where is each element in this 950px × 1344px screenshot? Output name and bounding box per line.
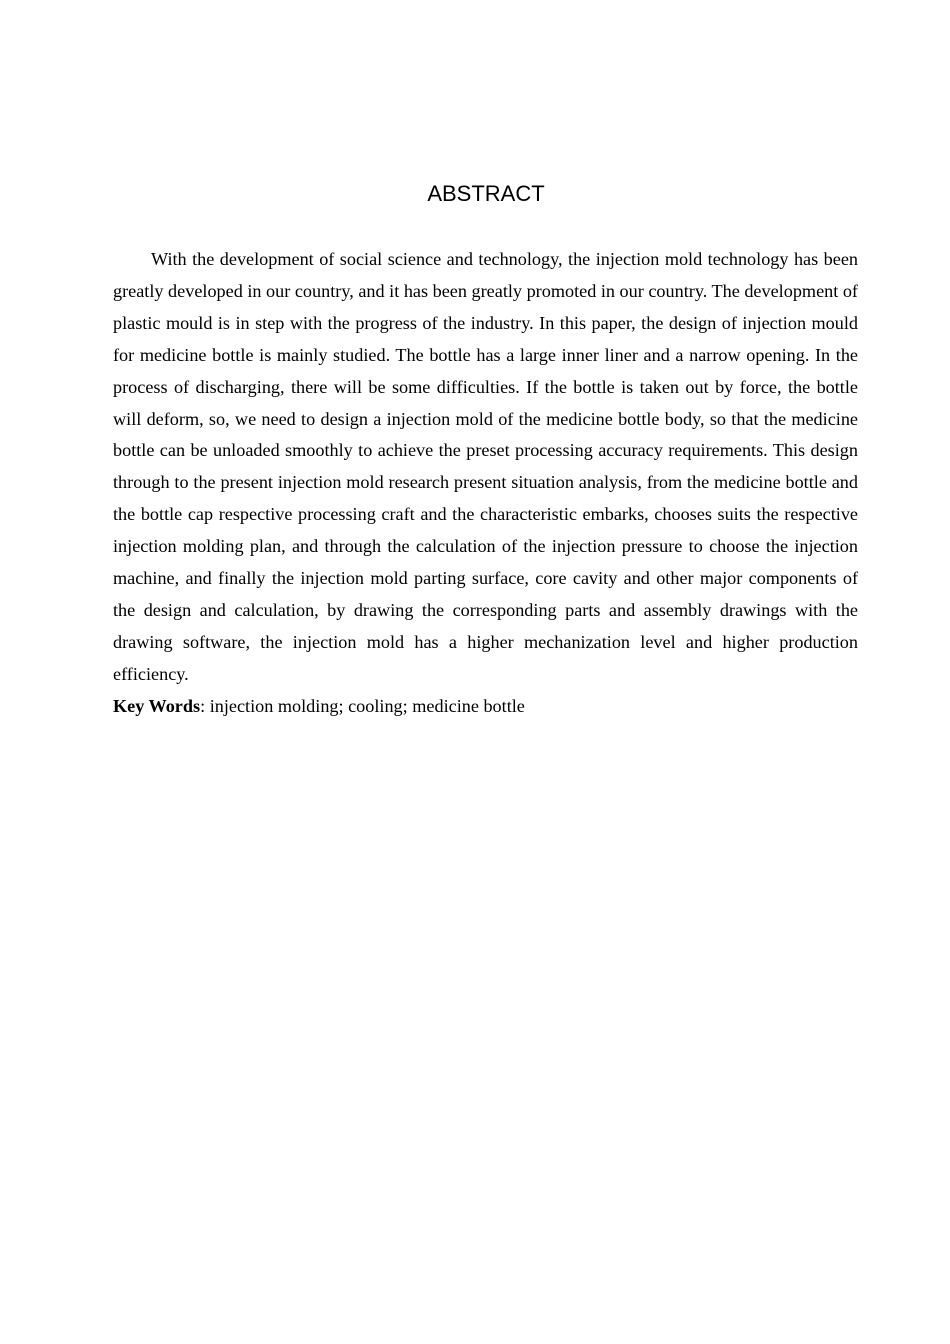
keywords-line xyxy=(113,691,858,723)
abstract-paragraph: With the development of social science and technology, the injection mold technology has been greatly developed in our country, and it has been greatly promoted in our country. The development of plastic mould is in step with the progress of the industry. In this paper, the design of injection mould for medicine bottle is mainly studied. The bottle has a large inner liner and a narrow opening. In the process of discharging, there will be some difficulties. If the bottle is taken out by force, the bottle will deform, so, we need to design a injection mold of the medicine bottle body, so that the medicine bottle can be unloaded smoothly to achieve the preset processing accuracy requirements. This design through to the present injection mold research present situation analysis, from the medicine bottle and the bottle cap respective processing craft and the characteristic embarks, chooses suits the respective injection molding plan, and through the calculation of the injection pressure to choose the injection machine, and finally the injection mold parting surface, core cavity and other major components of the design and calculation, by drawing the corresponding parts and assembly drawings with the drawing software, the injection mold has a higher mechanization level and higher production efficiency. xyxy=(113,249,858,684)
keywords-separator: : xyxy=(200,696,210,716)
abstract-title: ABSTRACT xyxy=(427,181,545,206)
keywords-value: injection molding; cooling; medicine bottle xyxy=(209,696,525,716)
keywords-label: Key Words xyxy=(113,696,201,716)
